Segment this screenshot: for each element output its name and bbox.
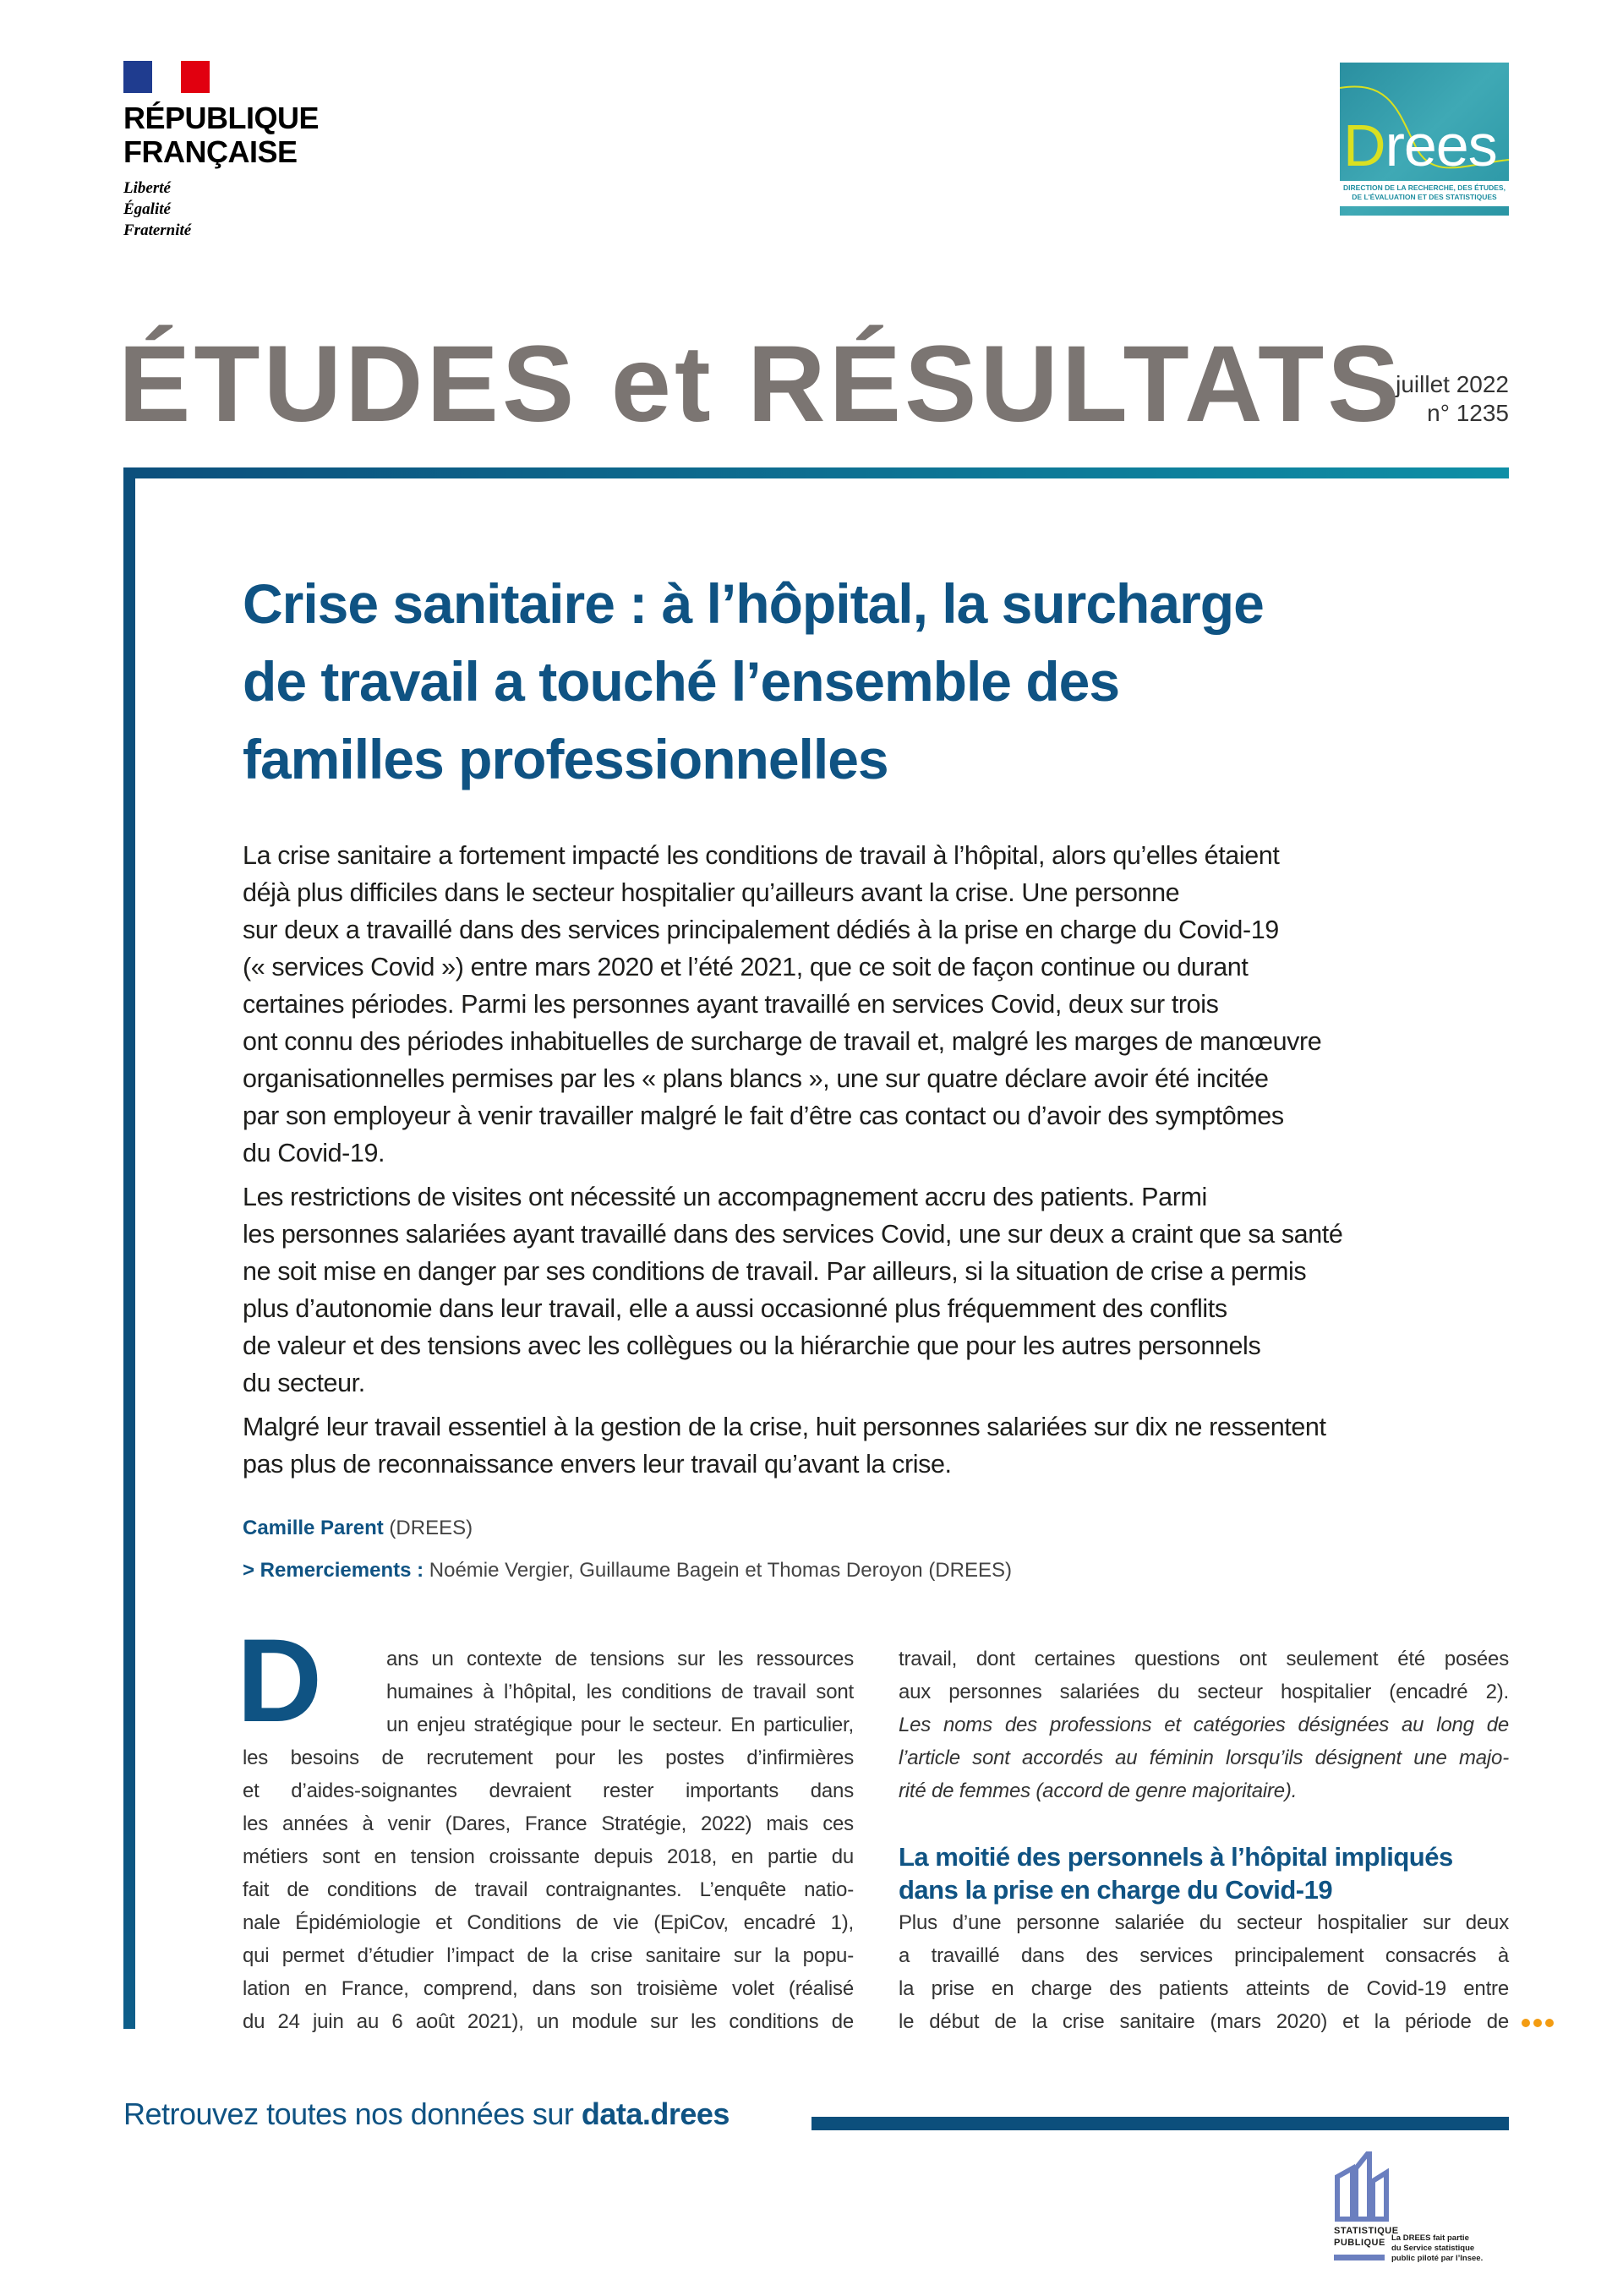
abstract-line: par son employeur à venir travailler malgré le fait d’être cas contact ou d’avoir des symptômes	[243, 1102, 1284, 1130]
republique-francaise-logo	[123, 101, 319, 169]
title-line: familles professionnelles	[243, 728, 888, 790]
devise-line: Fraternité	[123, 221, 192, 239]
logo-line: FRANÇAISE	[123, 134, 298, 169]
body-line: qui permet d’étudier l’impact de la crise sanitaire sur la popu-	[243, 1944, 854, 1967]
abstract-paragraph	[243, 1408, 1511, 1483]
acknowledgements	[243, 1558, 1012, 1583]
abstract-line: sur deux a travaillé dans des services principalement dédiés à la prise en charge du Covid-19	[243, 916, 1279, 944]
body-line: un enjeu stratégique pour le secteur. En particulier,	[386, 1714, 854, 1736]
statistique-publique-logo	[1334, 2151, 1511, 2261]
ssp-text: La DREES fait partie du Service statistique public piloté par l’Insee.	[1391, 2233, 1484, 2263]
body-line: du 24 juin au 6 août 2021), un module sur les conditions de	[243, 2010, 854, 2033]
article-title	[243, 565, 1264, 798]
body-line: travail, dont certaines questions ont seulement été posées	[899, 1648, 1509, 1670]
abstract-line: du secteur.	[243, 1369, 365, 1397]
body-line: l’article sont accordés au féminin lorsqu’ils désignent une majo-	[899, 1747, 1509, 1769]
abstract-line: de valeur et des tensions avec les collègues ou la hiérarchie que pour les autres personnels	[243, 1331, 1261, 1360]
body-line: les besoins de recrutement pour les postes d’infirmières	[243, 1747, 854, 1769]
author-affiliation: (DREES)	[389, 1517, 473, 1539]
body-line: Plus d’une personne salariée du secteur hospitalier sur deux	[899, 1911, 1509, 1934]
abstract-paragraph	[243, 837, 1511, 1172]
continued-dots-icon	[1522, 2019, 1554, 2027]
issue-info	[1396, 370, 1509, 428]
body-line: le début de la crise sanitaire (mars 2020) et la période de	[899, 2010, 1509, 2033]
abstract-line: du Covid-19.	[243, 1139, 385, 1167]
drop-cap: D	[237, 1614, 323, 1747]
body-line: humaines à l’hôpital, les conditions de travail sont	[386, 1681, 854, 1703]
body-column-1	[243, 1643, 854, 2038]
abstract-line: certaines périodes. Parmi les personnes ayant travaillé en services Covid, deux sur trois	[243, 990, 1219, 1019]
top-divider	[123, 467, 1509, 478]
ssp-wordmark: STATISTIQUE PUBLIQUE	[1334, 2226, 1399, 2248]
drees-wordmark: Drees	[1343, 112, 1497, 178]
body-line: nale Épidémiologie et Conditions de vie (EpiCov, encadré 1),	[243, 1911, 854, 1934]
drees-logo	[1340, 63, 1509, 216]
abstract-line: ne soit mise en danger par ses conditions de travail. Par ailleurs, si la situation de crise a permis	[243, 1257, 1307, 1286]
body-line: fait de conditions de travail contraignantes. L’enquête natio-	[243, 1878, 854, 1901]
devise-line: Liberté	[123, 179, 171, 197]
title-line: de travail a touché l’ensemble des	[243, 650, 1120, 713]
section-heading	[899, 1840, 1453, 1906]
drees-subtitle: DIRECTION DE LA RECHERCHE, DES ÉTUDES, DE L'ÉVALUATION ET DES STATISTIQUES	[1340, 181, 1509, 206]
series-title: ÉTUDES et RÉSULTATS	[118, 324, 1403, 445]
marianne-flag-logo	[123, 61, 210, 93]
body-line: rité de femmes (accord de genre majoritaire).	[899, 1779, 1298, 1802]
issue-date: juillet 2022	[1396, 371, 1509, 397]
heading-line: dans la prise en charge du Covid-19	[899, 1875, 1333, 1905]
abstract-paragraph	[243, 1178, 1511, 1402]
body-line: aux personnes salariées du secteur hospitalier (encadré 2).	[899, 1681, 1509, 1703]
building-icon	[1334, 2151, 1393, 2223]
devise	[123, 178, 191, 241]
author-name: Camille Parent	[243, 1517, 384, 1539]
body-line: lation en France, comprend, dans son troisième volet (réalisé	[243, 1977, 854, 2000]
body-line: a travaillé dans des services principalement consacrés à	[899, 1944, 1509, 1967]
abstract-line: ont connu des périodes inhabituelles de surcharge de travail et, malgré les marges de manœuvre	[243, 1027, 1322, 1056]
body-line: la prise en charge des patients atteints de Covid-19 entre	[899, 1977, 1509, 2000]
abstract-line: La crise sanitaire a fortement impacté les conditions de travail à l’hôpital, alors qu’elles étaient	[243, 841, 1280, 870]
ssp-underline	[1334, 2255, 1385, 2260]
body-line: métiers sont en tension croissante depuis 2018, en partie du	[243, 1845, 854, 1868]
acknowledgements-text: Noémie Vergier, Guillaume Bagein et Thomas Deroyon (DREES)	[429, 1559, 1012, 1582]
logo-line: RÉPUBLIQUE	[123, 101, 320, 135]
abstract-line: déjà plus difficiles dans le secteur hospitalier qu’ailleurs avant la crise. Une personne	[243, 878, 1180, 907]
heading-line: La moitié des personnels à l’hôpital impliqués	[899, 1842, 1453, 1872]
body-line: ans un contexte de tensions sur les ressources	[386, 1648, 854, 1670]
devise-line: Égalité	[123, 200, 171, 218]
abstract-line: Les restrictions de visites ont nécessité un accompagnement accru des patients. Parmi	[243, 1183, 1207, 1211]
side-divider	[123, 467, 135, 2029]
footer-link-text	[123, 2096, 730, 2132]
body-line: Les noms des professions et catégories désignées au long de	[899, 1714, 1509, 1736]
body-line: les années à venir (Dares, France Stratégie, 2022) mais ces	[243, 1812, 854, 1835]
abstract	[243, 837, 1511, 1490]
acknowledgements-label: > Remerciements :	[243, 1559, 424, 1582]
body-column-2-section	[899, 1906, 1509, 2038]
footer-bar	[812, 2117, 1509, 2130]
body-line: et d’aides-soignantes devraient rester importants dans	[243, 1779, 854, 1802]
abstract-line: Malgré leur travail essentiel à la gestion de la crise, huit personnes salariées sur dix ne ressentent	[243, 1413, 1326, 1441]
abstract-line: les personnes salariées ayant travaillé dans des services Covid, une sur deux a craint que sa santé	[243, 1220, 1343, 1249]
footer-text: Retrouvez toutes nos données sur	[123, 2096, 582, 2131]
title-line: Crise sanitaire : à l’hôpital, la surcharge	[243, 572, 1264, 635]
body-column-2	[899, 1643, 1509, 1807]
author	[243, 1516, 473, 1541]
abstract-line: (« services Covid ») entre mars 2020 et l’été 2021, que ce soit de façon continue ou durant	[243, 953, 1249, 981]
abstract-line: pas plus de reconnaissance envers leur travail qu’avant la crise.	[243, 1450, 952, 1479]
issue-number: n° 1235	[1427, 400, 1509, 426]
abstract-line: plus d’autonomie dans leur travail, elle a aussi occasionné plus fréquemment des conflits	[243, 1294, 1227, 1323]
data-drees-link[interactable]: data.drees	[581, 2096, 730, 2131]
abstract-line: organisationnelles permises par les « plans blancs », une sur quatre déclare avoir été incitée	[243, 1064, 1269, 1093]
